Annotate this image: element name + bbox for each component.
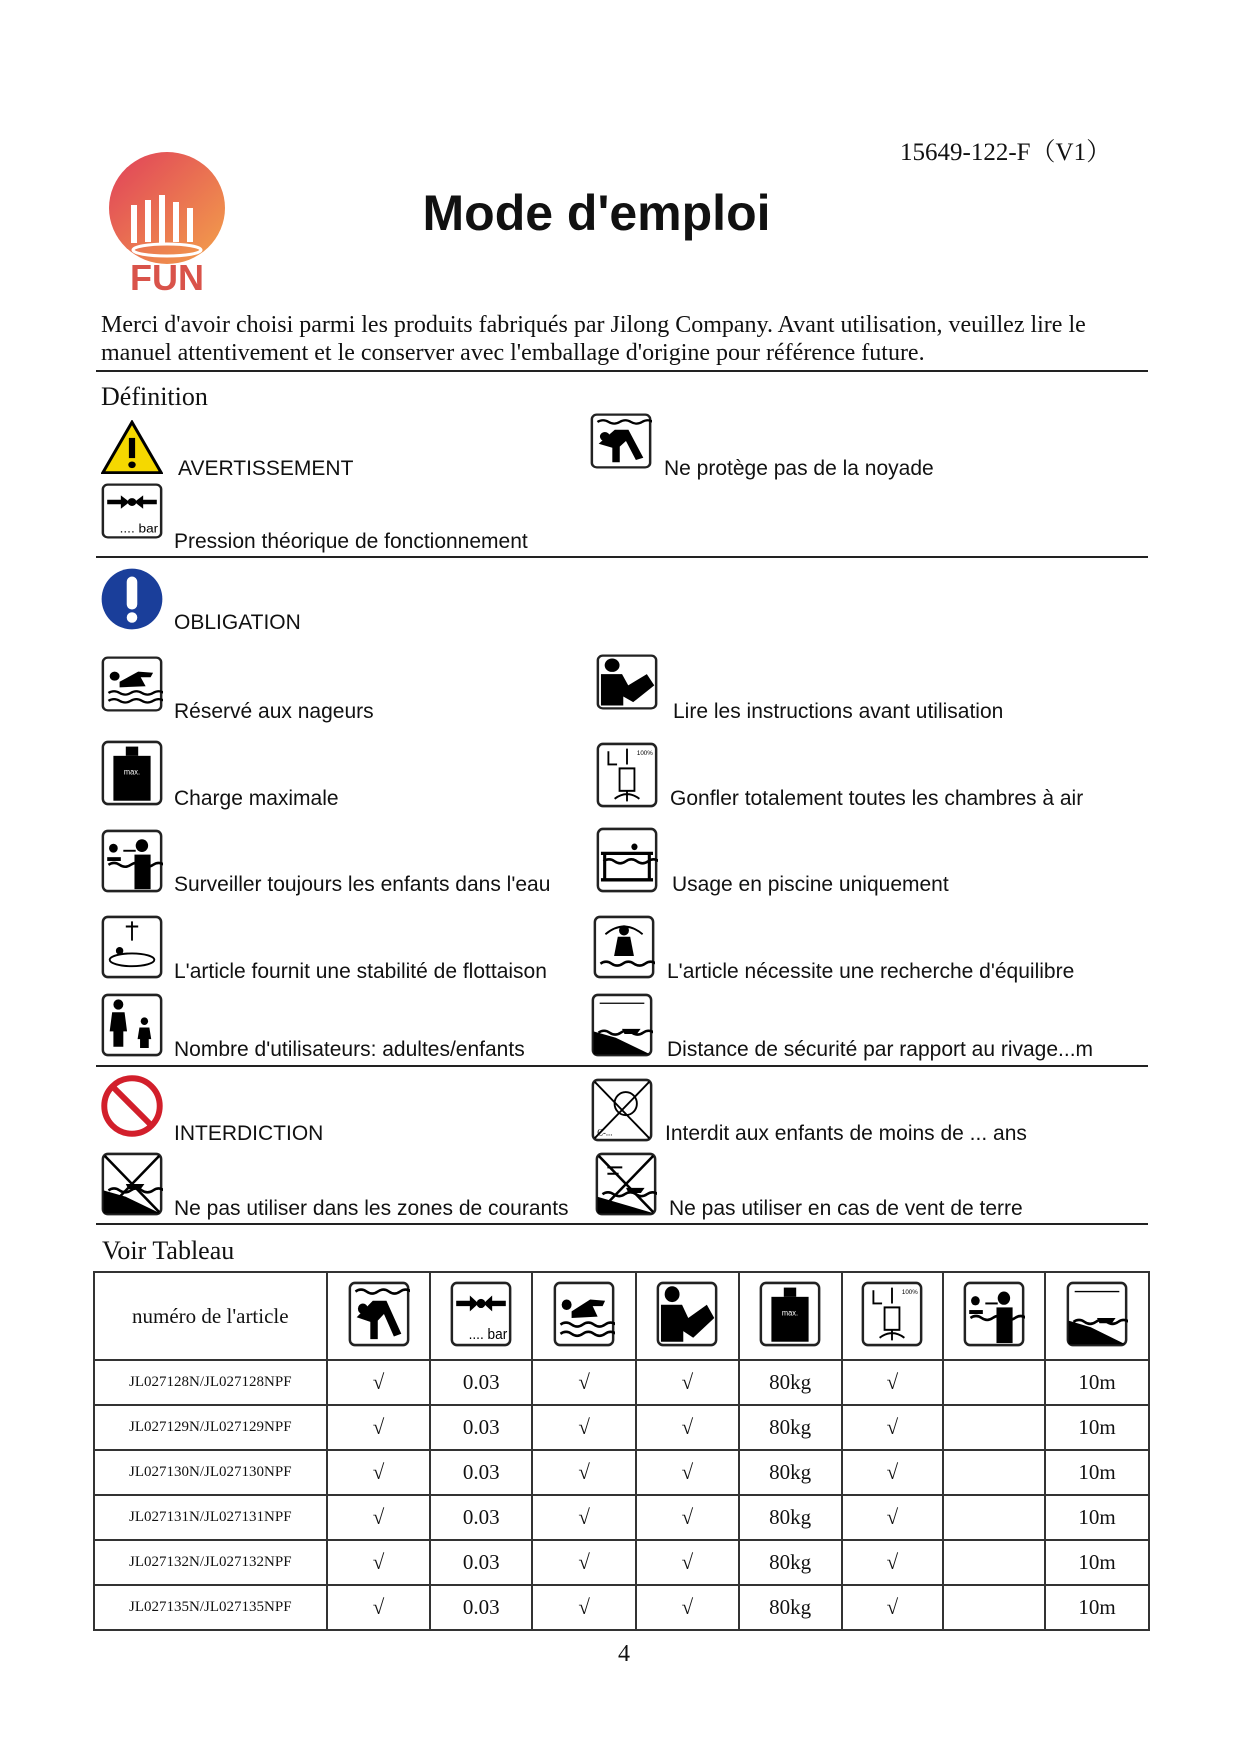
label-pool-only: Usage en piscine uniquement xyxy=(672,873,949,896)
label-prohibition: INTERDICTION xyxy=(174,1122,324,1145)
definition-heading: Définition xyxy=(101,382,208,411)
swimmer-icon xyxy=(101,656,163,712)
divider xyxy=(96,370,1148,372)
value-cell: √ xyxy=(636,1360,739,1405)
value-cell: √ xyxy=(842,1450,944,1495)
svg-text:.... bar: .... bar xyxy=(468,1325,508,1342)
label-max-load: Charge maximale xyxy=(174,787,339,810)
value-cell: √ xyxy=(327,1360,431,1405)
label-watch-children: Surveiller toujours les enfants dans l'eau xyxy=(174,873,551,896)
header-icon-cell xyxy=(1045,1272,1149,1360)
shore-distance-icon xyxy=(1066,1281,1128,1347)
value-cell xyxy=(943,1540,1045,1585)
header-icon-cell xyxy=(739,1272,842,1360)
label-read-instructions: Lire les instructions avant utilisation xyxy=(673,700,1004,723)
svg-text:100%: 100% xyxy=(636,750,653,758)
value-cell: √ xyxy=(842,1495,944,1540)
value-cell: √ xyxy=(532,1540,636,1585)
label-swimmers: Réservé aux nageurs xyxy=(174,700,374,723)
obligation-icon xyxy=(99,566,165,632)
label-no-currents: Ne pas utiliser dans les zones de courants xyxy=(174,1197,569,1220)
label-children-age: Interdit aux enfants de moins de ... ans xyxy=(665,1122,1027,1145)
header-icon-cell xyxy=(430,1272,532,1360)
pressure-bar-icon xyxy=(450,1281,512,1347)
article-number-cell: JL027132N/JL027132NPF xyxy=(94,1540,327,1585)
swimmer-icon xyxy=(553,1281,615,1347)
pressure-bar-icon xyxy=(101,483,163,539)
svg-text:FUN: FUN xyxy=(130,257,204,296)
value-cell: √ xyxy=(842,1405,944,1450)
value-cell: 10m xyxy=(1045,1495,1149,1540)
divider xyxy=(96,1065,1148,1067)
value-cell: 0.03 xyxy=(430,1540,532,1585)
value-cell xyxy=(943,1360,1045,1405)
intro-text xyxy=(101,311,1086,367)
watch-children-icon xyxy=(963,1281,1025,1347)
children-age-icon xyxy=(591,1078,653,1142)
page-title: Mode d'emploi xyxy=(422,185,771,241)
value-cell xyxy=(943,1450,1045,1495)
value-cell: √ xyxy=(532,1585,636,1630)
table-row xyxy=(94,1540,1149,1585)
value-cell: 0.03 xyxy=(430,1495,532,1540)
value-cell: 10m xyxy=(1045,1585,1149,1630)
table-row xyxy=(94,1585,1149,1630)
value-cell: √ xyxy=(532,1405,636,1450)
svg-text:.... bar: .... bar xyxy=(119,520,159,536)
label-obligation: OBLIGATION xyxy=(174,611,301,634)
value-cell: √ xyxy=(636,1495,739,1540)
inflate-full-icon xyxy=(861,1281,923,1347)
label-no-drowning: Ne protège pas de la noyade xyxy=(664,457,934,480)
header-icon-cell xyxy=(327,1272,431,1360)
product-table xyxy=(93,1271,1150,1631)
value-cell: √ xyxy=(327,1495,431,1540)
header-icon-cell xyxy=(636,1272,739,1360)
value-cell: √ xyxy=(532,1495,636,1540)
header-icon-cell xyxy=(532,1272,636,1360)
article-number-cell: JL027129N/JL027129NPF xyxy=(94,1405,327,1450)
value-cell: √ xyxy=(327,1450,431,1495)
max-load-icon xyxy=(101,740,163,806)
value-cell: 80kg xyxy=(739,1360,842,1405)
value-cell: √ xyxy=(636,1540,739,1585)
page-number: 4 xyxy=(618,1641,630,1667)
shore-distance-icon xyxy=(591,993,653,1057)
label-stability: L'article fournit une stabilité de flottaison xyxy=(174,960,547,983)
svg-text:100%: 100% xyxy=(902,1288,919,1296)
intro-line-2: manuel attentivement et le conserver avec l'emballage d'origine pour référence future. xyxy=(101,340,925,366)
value-cell: 80kg xyxy=(739,1450,842,1495)
intro-line-1: Merci d'avoir choisi parmi les produits fabriqués par Jilong Company. Avant utilisation, veuillez lire le xyxy=(101,312,1086,338)
value-cell: √ xyxy=(842,1540,944,1585)
label-users: Nombre d'utilisateurs: adultes/enfants xyxy=(174,1038,525,1061)
header-icon-cell xyxy=(943,1272,1045,1360)
value-cell: 80kg xyxy=(739,1585,842,1630)
value-cell: √ xyxy=(636,1450,739,1495)
table-row xyxy=(94,1360,1149,1405)
article-number-cell: JL027131N/JL027131NPF xyxy=(94,1495,327,1540)
inflate-full-icon xyxy=(596,742,658,808)
value-cell: 10m xyxy=(1045,1360,1149,1405)
value-cell: 0.03 xyxy=(430,1450,532,1495)
value-cell: 10m xyxy=(1045,1450,1149,1495)
table-row xyxy=(94,1450,1149,1495)
value-cell: √ xyxy=(327,1585,431,1630)
value-cell: √ xyxy=(532,1360,636,1405)
value-cell: 80kg xyxy=(739,1540,842,1585)
article-number-cell: JL027130N/JL027130NPF xyxy=(94,1450,327,1495)
max-load-icon xyxy=(759,1281,821,1347)
no-offshore-wind-icon xyxy=(595,1152,657,1216)
label-inflate-full: Gonfler totalement toutes les chambres à air xyxy=(670,787,1084,810)
label-shore-distance: Distance de sécurité par rapport au rivage...m xyxy=(667,1038,1094,1061)
users-count-icon xyxy=(101,993,163,1057)
prohibition-icon xyxy=(99,1073,165,1139)
value-cell: 10m xyxy=(1045,1405,1149,1450)
svg-text:max.: max. xyxy=(782,1307,799,1317)
no-currents-icon xyxy=(101,1152,163,1216)
no-drowning-icon xyxy=(590,413,652,469)
article-number-cell: JL027135N/JL027135NPF xyxy=(94,1585,327,1630)
divider xyxy=(96,1223,1148,1225)
value-cell: √ xyxy=(327,1540,431,1585)
value-cell: √ xyxy=(842,1360,944,1405)
table-row xyxy=(94,1405,1149,1450)
table-heading: Voir Tableau xyxy=(102,1236,235,1265)
read-instructions-icon xyxy=(596,654,658,710)
label-warning: AVERTISSEMENT xyxy=(178,457,354,480)
read-instructions-icon xyxy=(656,1281,718,1347)
balance-icon xyxy=(593,915,655,979)
label-pressure: Pression théorique de fonctionnement xyxy=(174,530,528,553)
value-cell xyxy=(943,1405,1045,1450)
value-cell: √ xyxy=(327,1405,431,1450)
value-cell: √ xyxy=(636,1585,739,1630)
value-cell xyxy=(943,1495,1045,1540)
label-no-offshore-wind: Ne pas utiliser en cas de vent de terre xyxy=(669,1197,1023,1220)
header-icon-cell xyxy=(842,1272,944,1360)
value-cell: √ xyxy=(636,1405,739,1450)
value-cell: 0.03 xyxy=(430,1360,532,1405)
svg-text:C-...: C-... xyxy=(597,1127,613,1138)
divider xyxy=(96,556,1148,558)
label-balance: L'article nécessite une recherche d'équilibre xyxy=(667,960,1075,983)
value-cell: 0.03 xyxy=(430,1405,532,1450)
pool-only-icon xyxy=(596,827,658,893)
value-cell xyxy=(943,1585,1045,1630)
document-number: 15649-122-F（V1） xyxy=(900,139,1112,166)
value-cell: 80kg xyxy=(739,1495,842,1540)
no-drowning-icon xyxy=(348,1281,410,1347)
stability-icon xyxy=(101,915,163,979)
warning-triangle-icon xyxy=(101,420,163,476)
table-row xyxy=(94,1495,1149,1540)
header-article-number: numéro de l'article xyxy=(94,1272,327,1360)
value-cell: √ xyxy=(532,1450,636,1495)
svg-text:max.: max. xyxy=(123,767,141,777)
value-cell: 80kg xyxy=(739,1405,842,1450)
article-number-cell: JL027128N/JL027128NPF xyxy=(94,1360,327,1405)
value-cell: 10m xyxy=(1045,1540,1149,1585)
watch-children-icon xyxy=(101,829,163,893)
table-header-row xyxy=(94,1272,1149,1360)
value-cell: 0.03 xyxy=(430,1585,532,1630)
value-cell: √ xyxy=(842,1585,944,1630)
